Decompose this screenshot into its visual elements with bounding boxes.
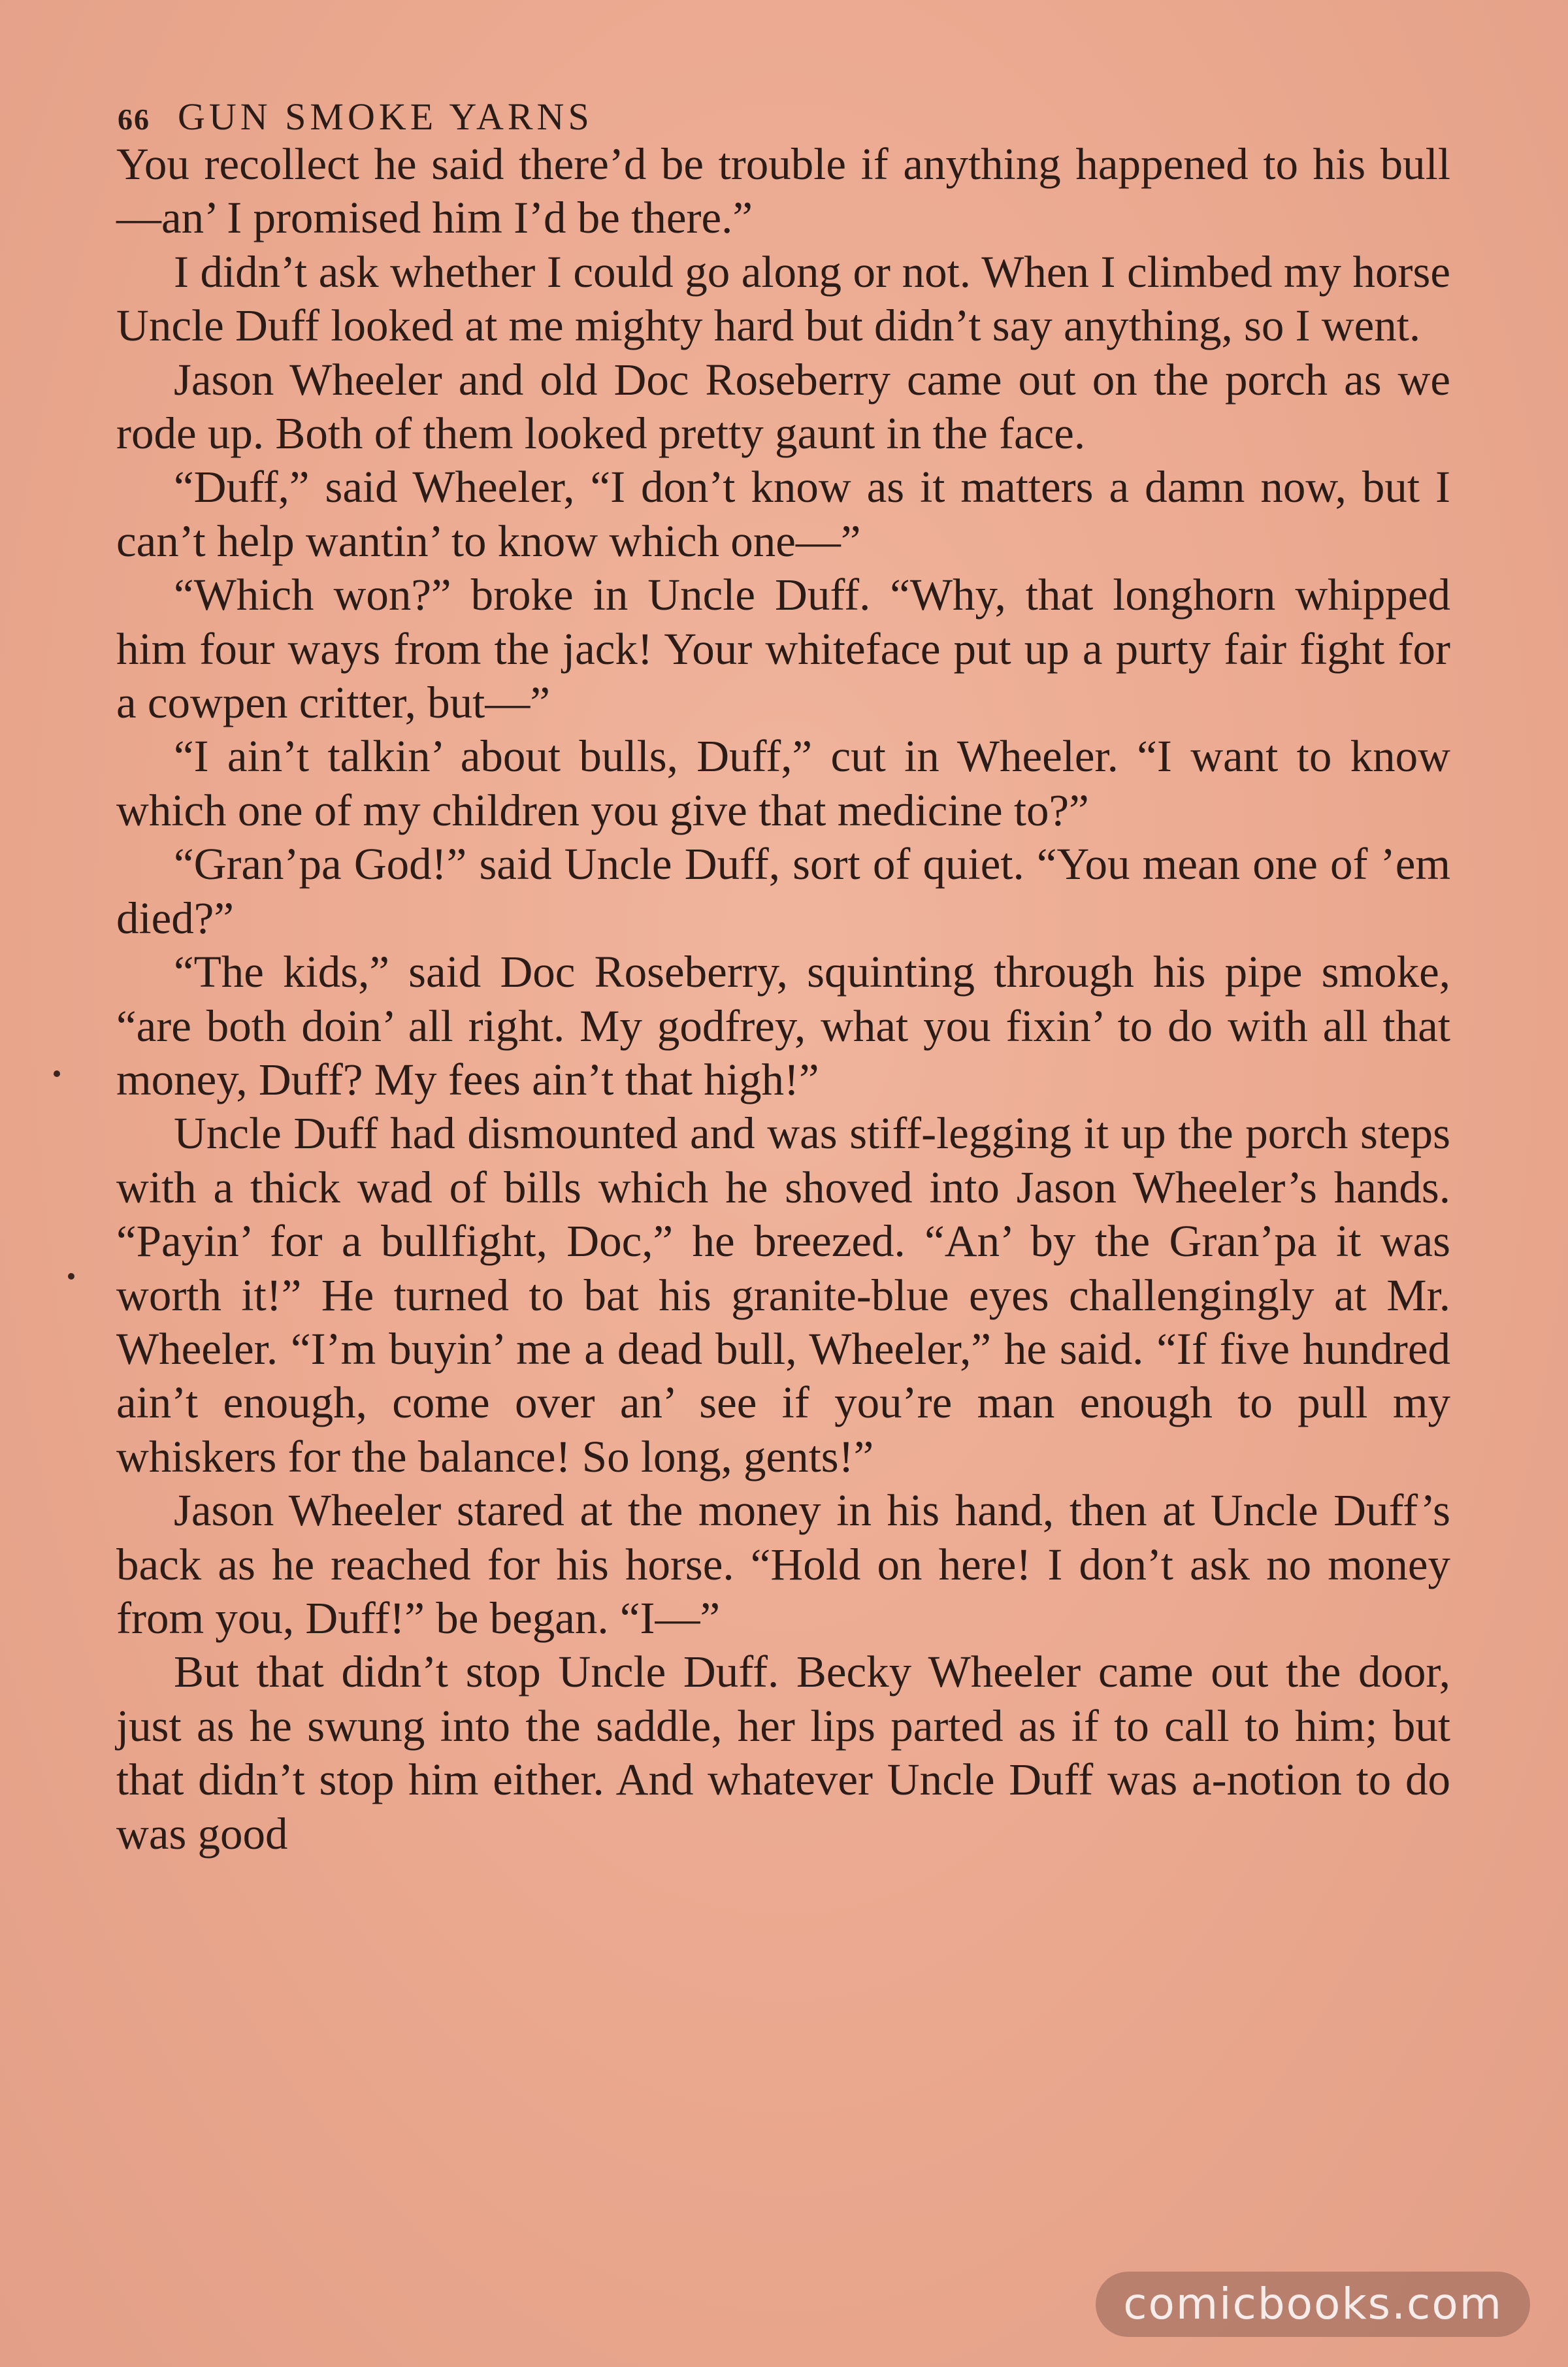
paragraph: Jason Wheeler and old Doc Roseberry came out on the porch as we rode up. Both of them looked pretty gaunt in the face. (116, 354, 1450, 459)
paragraph: “Which won?” broke in Uncle Duff. “Why, that longhorn whipped him four ways from the jack! Your whiteface put up a purty fair fight for a cowpen critter, but—” (116, 570, 1450, 728)
running-head (118, 95, 593, 138)
book-title: GUN SMOKE YARNS (178, 95, 593, 138)
paragraph: I didn’t ask whether I could go along or not. When I climbed my horse Uncle Duff looked at me mighty hard but didn’t say anything, so I went. (116, 246, 1450, 351)
paragraph: “The kids,” said Doc Roseberry, squinting through his pipe smoke, “are both doin’ all right. My godfrey, what you fixin’ to do with all that money, Duff? My fees ain’t that high!” (116, 947, 1450, 1104)
page-number: 66 (118, 103, 150, 136)
paragraph: “Gran’pa God!” said Uncle Duff, sort of quiet. “You mean one of ’em died?” (116, 839, 1450, 943)
body-text (116, 137, 1450, 1861)
paragraph: “I ain’t talkin’ about bulls, Duff,” cut in Wheeler. “I want to know which one of my children you give that medicine to?” (116, 731, 1450, 835)
print-speck (54, 1070, 60, 1077)
paragraph-continued: You recollect he said there’d be trouble if anything happened to his bull—an’ I promised him I’d be there.” (116, 139, 1450, 243)
paragraph: “Duff,” said Wheeler, “I don’t know as it matters a damn now, but I can’t help wantin’ to know which one—” (116, 462, 1450, 566)
paragraph: Jason Wheeler stared at the money in his hand, then at Uncle Duff’s back as he reached for his horse. “Hold on here! I don’t ask no money from you, Duff!” be began. “I—” (116, 1485, 1450, 1643)
paragraph: But that didn’t stop Uncle Duff. Becky Wheeler came out the door, just as he swung into the saddle, her lips parted as if to call to him; but that didn’t stop him either. And whatever Uncle Duff was a-notion to do was good (116, 1647, 1450, 1859)
print-speck (68, 1273, 74, 1280)
paragraph: Uncle Duff had dismounted and was stiff-legging it up the porch steps with a thick wad of bills which he shoved into Jason Wheeler’s hands. “Payin’ for a bullfight, Doc,” he breezed. “An’ by the Gran’pa it was worth it!” He turned to bat his granite-blue eyes challengingly at Mr. Wheeler. “I’m buyin’ me a dead bull, Wheeler,” he said. “If five hundred ain’t enough, come over an’ see if you’re man enough to pull my whiskers for the balance! So long, gents!” (116, 1108, 1450, 1481)
watermark-logo: comicbooks.com (1096, 2272, 1530, 2337)
